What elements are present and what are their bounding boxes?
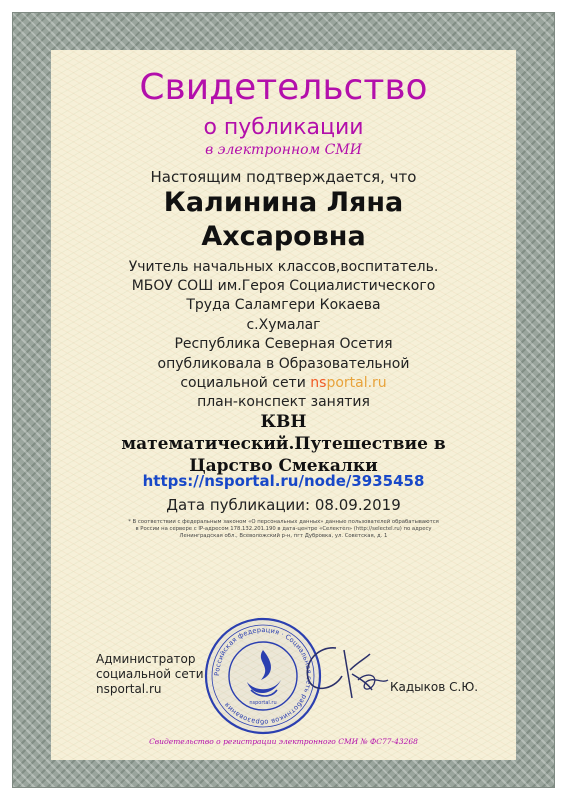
recipient-name-line1: Калинина Ляна [163,187,404,218]
recipient-position [0,258,567,315]
confirm-text: Настоящим подтверждается, что [150,168,417,186]
admin-line2: социальной сети [96,667,204,681]
location-city: с.Хумалаг [246,317,321,333]
fine-print-line1: * В соответствии с федеральным законом «О персональных данных» данные пользователей обрабатываются [128,519,439,525]
registration-note: Свидетельство о регистрации электронного СМИ № ФС77-43268 [149,737,418,746]
location-region: Республика Северная Осетия [174,336,393,352]
fine-print-line3: Ленинградская обл., Всеволожский р-н, пгт Дубровка, ул. Советская, д. 1 [179,533,388,539]
certificate-title: Свидетельство [139,67,428,108]
recipient-location [0,316,567,354]
publication-date: Дата публикации: 08.09.2019 [166,496,401,514]
publication-line2-prefix: социальной сети [180,375,311,391]
fine-print-line2: в России на сервере с IP-адресом 178.132.201.190 в дата-центре «Селектел» (http://selectel.ru) по адресу [135,526,432,532]
recipient-name-line2: Ахсаровна [201,221,366,252]
publication-statement [0,355,567,412]
material-type: план-конспект занятия [197,394,370,410]
brand-portal: portal.ru [326,375,387,391]
position-line2: МБОУ СОШ им.Героя Социалистического [131,278,436,294]
certificate-subtitle-media: в электронном СМИ [205,142,362,158]
admin-line1: Администратор [96,652,196,666]
publication-link[interactable]: https://nsportal.ru/node/3935458 [142,472,425,490]
fine-print [0,519,567,540]
work-title [0,411,567,477]
stamp-text: Российская федерация · Социальная сеть работников образования [212,625,314,727]
brand-ns: ns [310,375,327,391]
work-title-line2: математический.Путешествие в [121,434,446,454]
recipient-name [0,186,567,254]
position-line1: Учитель начальных классов,воспитатель. [128,259,439,275]
administrator-label [96,652,204,697]
signature [296,640,391,702]
position-line3: Труда Саламгери Кокаева [186,297,381,313]
stamp-brand: nsportal.ru [249,700,277,706]
publication-line1: опубликовала в Образовательной [157,356,410,372]
certificate-subtitle: о публикации [203,115,364,140]
publication-line2 [0,374,567,393]
signer-name: Кадыков С.Ю. [390,680,479,694]
admin-line3: nsportal.ru [96,682,162,696]
work-title-line1: КВН [260,412,307,432]
work-title-line3: Царство Смекалки [189,456,378,476]
